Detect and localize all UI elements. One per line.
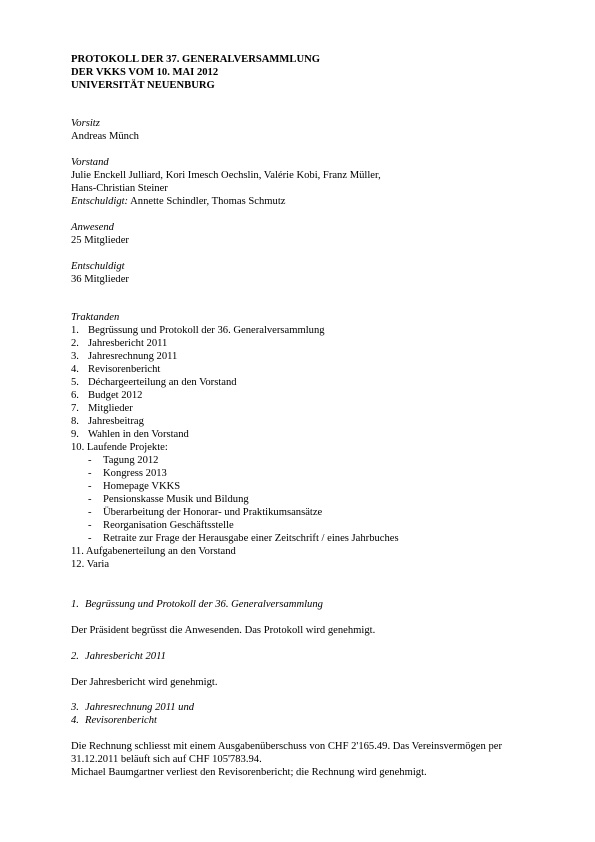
- project-text: Pensionskasse Musik und Bildung: [103, 494, 249, 505]
- list-item-11: 11. Aufgabenerteilung an den Vorstand: [71, 546, 236, 557]
- section-heading-2: [71, 650, 166, 663]
- dash-bullet: -: [88, 468, 92, 479]
- sub-list-item: [71, 454, 236, 467]
- list-item: [71, 402, 236, 415]
- item-number: 8.: [71, 416, 79, 427]
- item-text: Begrüssung und Protokoll der 36. Generalversammlung: [88, 325, 325, 336]
- dash-bullet: -: [88, 507, 92, 518]
- dash-bullet: -: [88, 533, 92, 544]
- list-item: [71, 428, 236, 441]
- section-number: 1.: [71, 599, 79, 610]
- item-text: Déchargeerteilung an den Vorstand: [88, 377, 237, 388]
- list-item: [71, 350, 236, 363]
- entschuldigt-value: 36 Mitglieder: [71, 274, 129, 285]
- section-number: 4.: [71, 715, 79, 726]
- vorstand-line-2: Hans-Christian Steiner: [71, 183, 168, 194]
- section-text-2: Der Jahresbericht wird genehmigt.: [71, 677, 218, 688]
- project-text: Überarbeitung der Honorar- und Praktikumsansätze: [103, 507, 323, 518]
- sub-list-item: [71, 480, 236, 493]
- agenda-heading: Traktanden: [71, 312, 120, 323]
- sub-list-item: [71, 519, 236, 532]
- anwesend-value: 25 Mitglieder: [71, 235, 129, 246]
- item-text: Jahresbericht 2011: [88, 338, 168, 349]
- title-line-1: PROTOKOLL DER 37. GENERALVERSAMMLUNG: [71, 54, 320, 65]
- section-heading-1: [71, 598, 323, 611]
- dash-bullet: -: [88, 520, 92, 531]
- vorsitz-name: Andreas Münch: [71, 131, 139, 142]
- section-heading-4: [71, 714, 157, 727]
- sub-list-item: [71, 493, 249, 506]
- excused-names: Annette Schindler, Thomas Schmutz: [128, 196, 286, 207]
- section-heading-3: [71, 701, 194, 714]
- section-text-3-line-2: 31.12.2011 beläuft sich auf CHF 105'783.94.: [71, 754, 262, 765]
- excused-label: Entschuldigt:: [71, 196, 129, 207]
- item-number: 7.: [71, 403, 79, 414]
- vorstand-block: [71, 156, 381, 208]
- section-text-3-line-1: Die Rechnung schliesst mit einem Ausgabenüberschuss von CHF 2'165.49. Das Vereinsvermögen per: [71, 741, 502, 752]
- entschuldigt-block: [71, 260, 129, 286]
- project-text: Reorganisation Geschäftsstelle: [103, 520, 234, 531]
- item-number: 2.: [71, 338, 79, 349]
- item-number: 5.: [71, 377, 79, 388]
- vorstand-label: Vorstand: [71, 157, 109, 168]
- vorsitz-label: Vorsitz: [71, 118, 100, 129]
- item-number: 6.: [71, 390, 79, 401]
- item-text: Jahresrechnung 2011: [88, 351, 178, 362]
- project-text: Homepage VKKS: [103, 481, 181, 492]
- document-title: [71, 53, 320, 92]
- section-number: 3.: [71, 702, 79, 713]
- title-line-3: UNIVERSITÄT NEUENBURG: [71, 80, 215, 91]
- anwesend-block: [71, 221, 129, 247]
- list-item-12: 12. Varia: [71, 559, 110, 570]
- section-title: Begrüssung und Protokoll der 36. Generalversammlung: [85, 599, 323, 610]
- project-text: Tagung 2012: [103, 455, 159, 466]
- section-title: Jahresbericht 2011: [85, 651, 166, 662]
- title-line-2: DER VKKS VOM 10. MAI 2012: [71, 67, 219, 78]
- sub-list-item: [71, 532, 399, 545]
- project-text: Retraite zur Frage der Herausgabe einer Zeitschrift / eines Jahrbuches: [103, 533, 399, 544]
- item-number: 3.: [71, 351, 79, 362]
- section-title: Jahresrechnung 2011 und: [85, 702, 195, 713]
- item-text: Budget 2012: [88, 390, 143, 401]
- item-number: 1.: [71, 325, 79, 336]
- dash-bullet: -: [88, 481, 92, 492]
- list-item: [71, 337, 236, 350]
- item-text: Revisorenbericht: [88, 364, 161, 375]
- agenda-list: [71, 311, 399, 571]
- item-text: Wahlen in den Vorstand: [88, 429, 189, 440]
- item-number: 4.: [71, 364, 79, 375]
- list-item-10: 10. Laufende Projekte:: [71, 442, 168, 453]
- sub-list-item: [71, 506, 323, 519]
- item-number: 9.: [71, 429, 79, 440]
- list-item: [71, 324, 325, 337]
- dash-bullet: -: [88, 494, 92, 505]
- item-text: Jahresbeitrag: [88, 416, 144, 427]
- item-text: Mitglieder: [88, 403, 133, 414]
- entschuldigt-label: Entschuldigt: [71, 261, 125, 272]
- section-title: Revisorenbericht: [85, 715, 157, 726]
- section-text-1: Der Präsident begrüsst die Anwesenden. Das Protokoll wird genehmigt.: [71, 625, 376, 636]
- vorstand-line-1: Julie Enckell Julliard, Kori Imesch Oechslin, Valérie Kobi, Franz Müller,: [71, 170, 381, 181]
- list-item: [71, 389, 236, 402]
- vorsitz-block: [71, 117, 139, 143]
- project-text: Kongress 2013: [103, 468, 167, 479]
- sub-list-item: [71, 467, 236, 480]
- list-item: [71, 363, 236, 376]
- section-text-3-line-3: Michael Baumgartner verliest den Revisorenbericht; die Rechnung wird genehmigt.: [71, 767, 427, 778]
- list-item: [71, 415, 236, 428]
- list-item: [71, 376, 236, 389]
- section-number: 2.: [71, 651, 79, 662]
- anwesend-label: Anwesend: [71, 222, 114, 233]
- dash-bullet: -: [88, 455, 92, 466]
- vorstand-excused: [71, 195, 381, 208]
